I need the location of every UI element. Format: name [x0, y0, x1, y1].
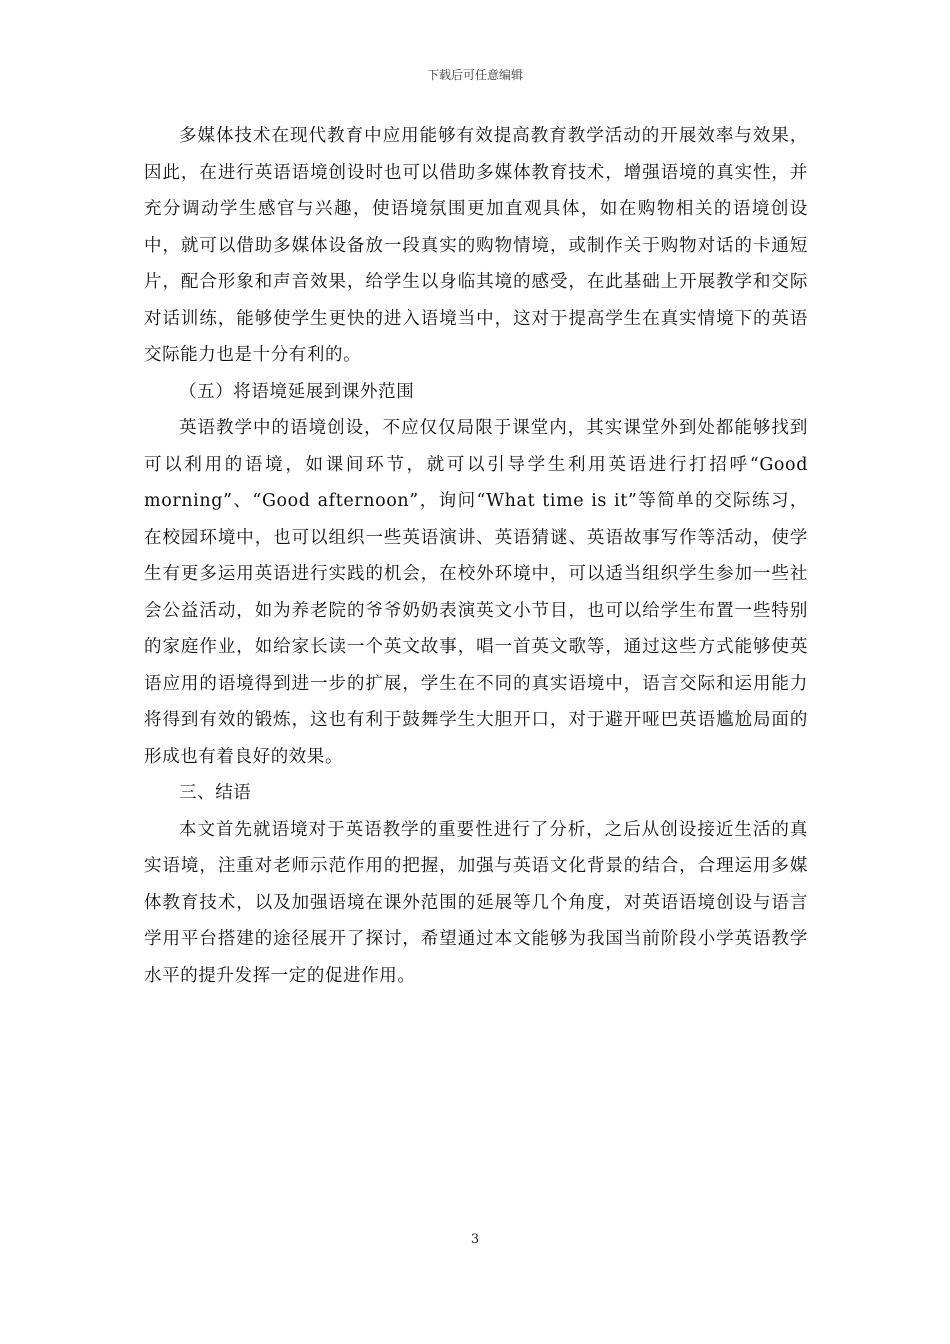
paragraph-extracurricular: 英语教学中的语境创设，不应仅仅局限于课堂内，其实课堂外到处都能够找到可以利用的语境，如课间环节，就可以引导学生利用英语进行打招呼“Good morning”、“Good afternoon”，询问“What time is it”等简单的交际练习，在校园环境中，也可以组织一些英语演讲、英语猜谜、英语故事写作等活动，使学生有更多运用英语进行实践的机会，在校外环境中，可以适当组织学生参加一些社会公益活动，如为养老院的爷爷奶奶表演英文小节目，也可以给学生布置一些特别的家庭作业，如给家长读一个英文故事，唱一首英文歌等，通过这些方式能够使英语应用的语境得到进一步的扩展，学生在不同的真实语境中，语言交际和运用能力将得到有效的锻炼，这也有利于鼓舞学生大胆开口，对于避开哑巴英语尴尬局面的形成也有着良好的效果。	[144, 418, 808, 767]
page-number: 3	[470, 1232, 480, 1247]
page-header: 下载后可任意编辑	[426, 68, 523, 82]
paragraph-conclusion: 本文首先就语境对于英语教学的重要性进行了分析，之后从创设接近生活的真实语境，注重对老师示范作用的把握，加强与英语文化背景的结合，合理运用多媒体教育技术，以及加强语境在课外范围的延展等几个角度，对英语语境创设与语言学用平台搭建的途径展开了探讨，希望通过本文能够为我国当前阶段小学英语教学水平的提升发挥一定的促进作用。	[144, 819, 808, 986]
document-body	[144, 118, 808, 994]
paragraph-multimedia: 多媒体技术在现代教育中应用能够有效提高教育教学活动的开展效率与效果，因此，在进行英语语境创设时也可以借助多媒体教育技术，增强语境的真实性，并充分调动学生感官与兴趣，使语境氛围更加直观具体，如在购物相关的语境创设中，就可以借助多媒体设备放一段真实的购物情境，或制作关于购物对话的卡通短片，配合形象和声音效果，给学生以身临其境的感受，在此基础上开展教学和交际对话训练，能够使学生更快的进入语境当中，这对于提高学生在真实情境下的英语交际能力也是十分有利的。	[144, 126, 808, 365]
section-heading-conclusion: 三、结语	[179, 783, 252, 803]
section-heading-5: （五）将语境延展到课外范围	[179, 381, 415, 402]
